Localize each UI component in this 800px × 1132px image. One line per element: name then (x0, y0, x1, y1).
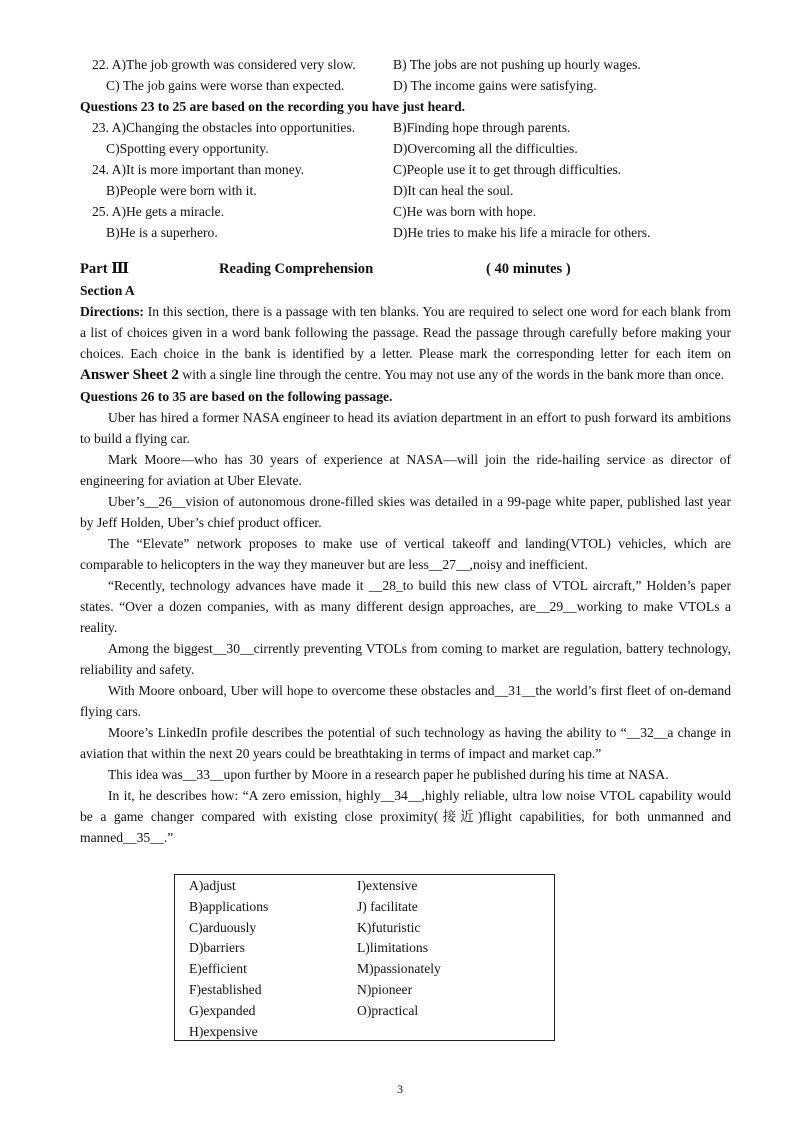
directions-label: Directions: (80, 304, 144, 319)
word-bank-item: H)expensive (189, 1023, 258, 1039)
word-bank-right-column (357, 876, 441, 1022)
question-row (80, 138, 731, 159)
passage (80, 407, 731, 848)
word-bank-item: N)pioneer (357, 981, 413, 997)
answer-sheet-label: Answer Sheet 2 (80, 367, 179, 383)
option-left: 22. A)The job growth was considered very slow. (92, 57, 356, 72)
question-row (80, 117, 731, 138)
passage-paragraph: The “Elevate” network proposes to make use of vertical takeoff and landing(VTOL) vehicles, which are comparable to helicopters in the way they maneuver but are less__27__,noisy and inefficient. (80, 536, 731, 572)
word-bank (174, 874, 555, 1041)
question-block-23-25 (80, 117, 731, 243)
questions-23-25-heading: Questions 23 to 25 are based on the recording you have just heard. (80, 99, 466, 114)
passage-paragraph: Uber’s__26__vision of autonomous drone-filled skies was detailed in a 99-page white paper, published last year by Jeff Holden, Uber’s chief product officer. (80, 494, 731, 530)
page-number: 3 (397, 1082, 403, 1096)
word-bank-item: M)passionately (357, 961, 441, 977)
part-label: Part Ⅲ (80, 261, 129, 277)
passage-paragraph: In it, he describes how: “A zero emission, highly__34__,highly reliable, ultra low noise VTOL capability would be a game changer compared with existing close proximity(接近)flight capabilities, for both unmanned and manned__35__.” (80, 788, 731, 845)
part-time: ( 40 minutes ) (486, 261, 571, 277)
passage-paragraph: With Moore onboard, Uber will hope to overcome these obstacles and__31__the world’s first fleet of on-demand flying cars. (80, 683, 731, 719)
word-bank-item: O)practical (357, 1002, 419, 1018)
directions-text-2: with a single line through the centre. You may not use any of the words in the bank more than once. (178, 367, 725, 382)
exam-page (80, 54, 731, 848)
part-title: Reading Comprehension (219, 261, 374, 277)
word-bank-item: J) facilitate (357, 898, 418, 914)
option-right: D)It can heal the soul. (393, 183, 514, 198)
word-bank-item: E)efficient (189, 961, 247, 977)
passage-paragraph: This idea was__33__upon further by Moore in a research paper he published during his time at NASA. (108, 767, 669, 782)
option-left: 24. A)It is more important than money. (92, 162, 305, 177)
word-bank-item: A)adjust (189, 878, 236, 893)
word-bank-left-column (189, 876, 268, 1042)
option-right: C)He was born with hope. (393, 204, 537, 219)
question-row (80, 75, 731, 96)
option-left: 25. A)He gets a miracle. (92, 204, 225, 219)
option-right: C)People use it to get through difficulties. (393, 162, 622, 177)
passage-paragraph: Among the biggest__30__cirrently preventing VTOLs from coming to market are regulation, battery technology, reliability and safety. (80, 641, 731, 677)
option-left: C) The job gains were worse than expected. (106, 78, 345, 93)
option-right: D)Overcoming all the difficulties. (393, 141, 578, 156)
word-bank-item: L)limitations (357, 940, 428, 956)
word-bank-item: F)established (189, 981, 262, 997)
part-header (80, 257, 731, 281)
word-bank-item: C)arduously (189, 919, 257, 935)
option-left: C)Spotting every opportunity. (106, 141, 269, 156)
passage-paragraph: Uber has hired a former NASA engineer to head its aviation department in an effort to push forward its ambitions to build a flying car. (80, 410, 731, 446)
question-row (80, 54, 731, 75)
option-right: B) The jobs are not pushing up hourly wages. (393, 57, 641, 72)
option-right: D)He tries to make his life a miracle for others. (393, 225, 651, 240)
passage-paragraph: “Recently, technology advances have made it __28_to build this new class of VTOL aircraft,” Holden’s paper states. “Over a dozen companies, with as many different design approaches, are__29__working to make VTOLs a reality. (80, 578, 731, 635)
option-left: 23. A)Changing the obstacles into opportunities. (92, 120, 356, 135)
option-right: B)Finding hope through parents. (393, 120, 571, 135)
option-left: B)People were born with it. (106, 183, 257, 198)
question-row (80, 159, 731, 180)
question-row (80, 180, 731, 201)
section-heading: Section A (80, 283, 135, 298)
directions-text-1: In this section, there is a passage with ten blanks. You are required to select one word for each blank from a list of choices given in a word bank following the passage. Read the passage through carefully before making your choices. Each choice in the bank is identified by a letter. Please mark the corresponding letter for each item on (80, 304, 731, 361)
word-bank-item: G)expanded (189, 1002, 256, 1018)
option-left: B)He is a superhero. (106, 225, 218, 240)
question-block-22 (80, 54, 731, 96)
option-right: D) The income gains were satisfying. (393, 78, 597, 93)
passage-paragraph: Moore’s LinkedIn profile describes the potential of such technology as having the ability to “__32__a change in aviation that within the next 20 years could be breathtaking in terms of impact and market cap.” (80, 725, 731, 761)
word-bank-item: I)extensive (357, 878, 418, 893)
question-row (80, 222, 731, 243)
directions (80, 301, 731, 386)
word-bank-item: D)barriers (189, 940, 245, 956)
word-bank-item: B)applications (189, 898, 269, 914)
question-row (80, 201, 731, 222)
passage-heading: Questions 26 to 35 are based on the following passage. (80, 389, 393, 404)
passage-paragraph: Mark Moore—who has 30 years of experience at NASA—will join the ride-hailing service as director of engineering for aviation at Uber Elevate. (80, 452, 731, 488)
word-bank-item: K)futuristic (357, 919, 421, 935)
